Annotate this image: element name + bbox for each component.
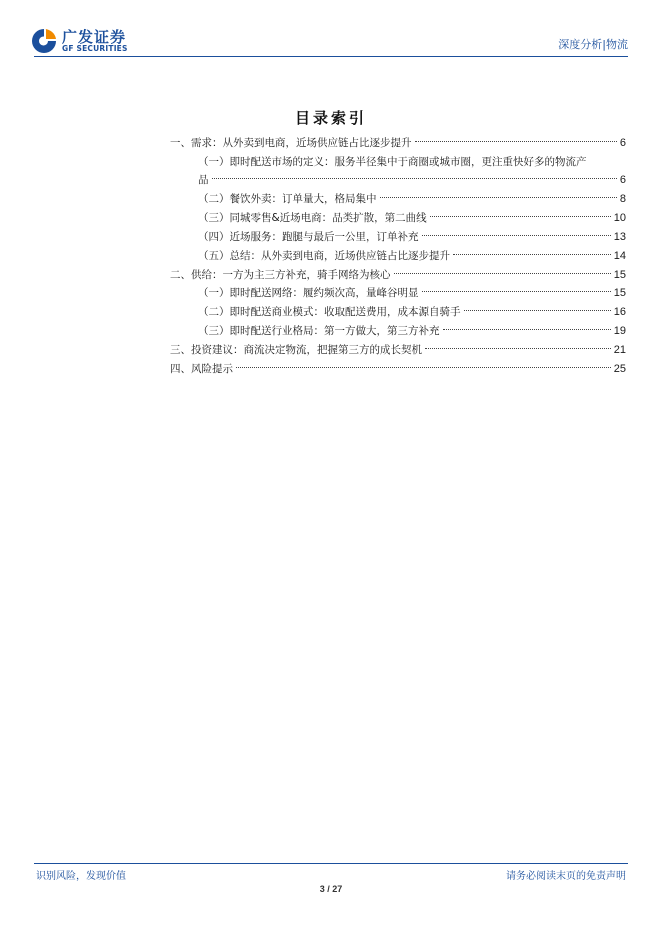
toc-entry-text: （一）即时配送网络：履约频次高，量峰谷明显 [198, 287, 419, 300]
footer-slogan: 识别风险，发现价值 [36, 871, 126, 882]
toc-page-number: 6 [619, 173, 626, 186]
toc-page-number: 16 [613, 306, 626, 319]
brand-name-en: GF SECURITIES [62, 44, 128, 53]
gf-securities-logo [30, 27, 150, 57]
toc-dot-leader [443, 329, 611, 330]
toc-page-number: 21 [613, 343, 626, 356]
toc-dot-leader [422, 235, 611, 236]
toc-entry-text: （三）同城零售&近场电商：品类扩散，第二曲线 [198, 212, 427, 225]
toc-entry-text: 二、供给：一方为主三方补充，骑手网络为核心 [170, 268, 391, 281]
toc-entry-text: 一、需求：从外卖到电商，近场供应链占比逐步提升 [170, 137, 412, 149]
toc-page-number: 14 [613, 249, 626, 262]
toc-entry[interactable] [170, 322, 626, 340]
toc-entry-text: （三）即时配送行业格局：第一方做大，第三方补充 [198, 325, 440, 337]
toc-entry[interactable] [170, 209, 626, 227]
toc-entry[interactable] [170, 341, 626, 359]
toc-entry[interactable] [170, 284, 626, 302]
toc-entry[interactable] [170, 266, 626, 284]
toc-dot-leader [380, 197, 617, 198]
toc-entry[interactable] [170, 228, 626, 246]
toc-page-number: 13 [613, 231, 626, 243]
toc-page-number: 15 [613, 287, 626, 300]
gf-logo-mark-icon [30, 27, 58, 55]
toc-entry-text-continuation: 品 [198, 173, 209, 186]
toc-entry-text: （一）即时配送市场的定义：服务半径集中于商圈或城市圈，更注重快好多的物流产 [198, 155, 587, 168]
toc-page-number: 25 [613, 362, 626, 375]
toc-entry-text: 四、风险提示 [170, 362, 233, 375]
toc-page-number: 15 [613, 268, 626, 281]
toc-entry[interactable] [170, 247, 626, 265]
toc-dot-leader [453, 254, 611, 255]
toc-entry[interactable] [170, 190, 626, 208]
toc-page-number: 19 [613, 325, 626, 337]
toc-entry-text: （二）即时配送商业模式：收取配送费用，成本源自骑手 [198, 306, 461, 319]
toc-entry-text: （二）餐饮外卖：订单量大，格局集中 [198, 193, 377, 206]
toc-dot-leader [236, 367, 611, 368]
toc-page-number: 6 [619, 137, 626, 149]
toc-title: 目录索引 [294, 109, 367, 127]
toc-entry-text: （四）近场服务：跑腿与最后一公里，订单补充 [198, 231, 419, 243]
toc-entry[interactable] [170, 303, 626, 321]
header-divider [34, 56, 628, 57]
toc-page-number: 10 [613, 212, 626, 225]
toc-dot-leader [464, 310, 611, 311]
toc-entry[interactable] [170, 153, 626, 191]
footer-divider [34, 863, 628, 864]
toc-entry-text: （五）总结：从外卖到电商，近场供应链占比逐步提升 [198, 249, 450, 262]
report-section-label: 深度分析|物流 [558, 38, 628, 51]
toc-dot-leader [394, 273, 611, 274]
toc-page-number: 8 [619, 193, 626, 206]
footer-disclaimer: 请务必阅读末页的免责声明 [506, 871, 626, 882]
toc-entry[interactable] [170, 134, 626, 152]
toc-dot-leader [415, 141, 617, 142]
toc-entry-text: 三、投资建议：商流决定物流，把握第三方的成长契机 [170, 343, 422, 356]
toc-dot-leader [425, 348, 611, 349]
page-number: 3 / 27 [319, 884, 343, 894]
toc-dot-leader [212, 178, 617, 179]
toc-dot-leader [430, 216, 611, 217]
toc-entry[interactable] [170, 360, 626, 378]
toc-dot-leader [422, 291, 611, 292]
brand-name-cn: 广发证券 [62, 28, 127, 46]
